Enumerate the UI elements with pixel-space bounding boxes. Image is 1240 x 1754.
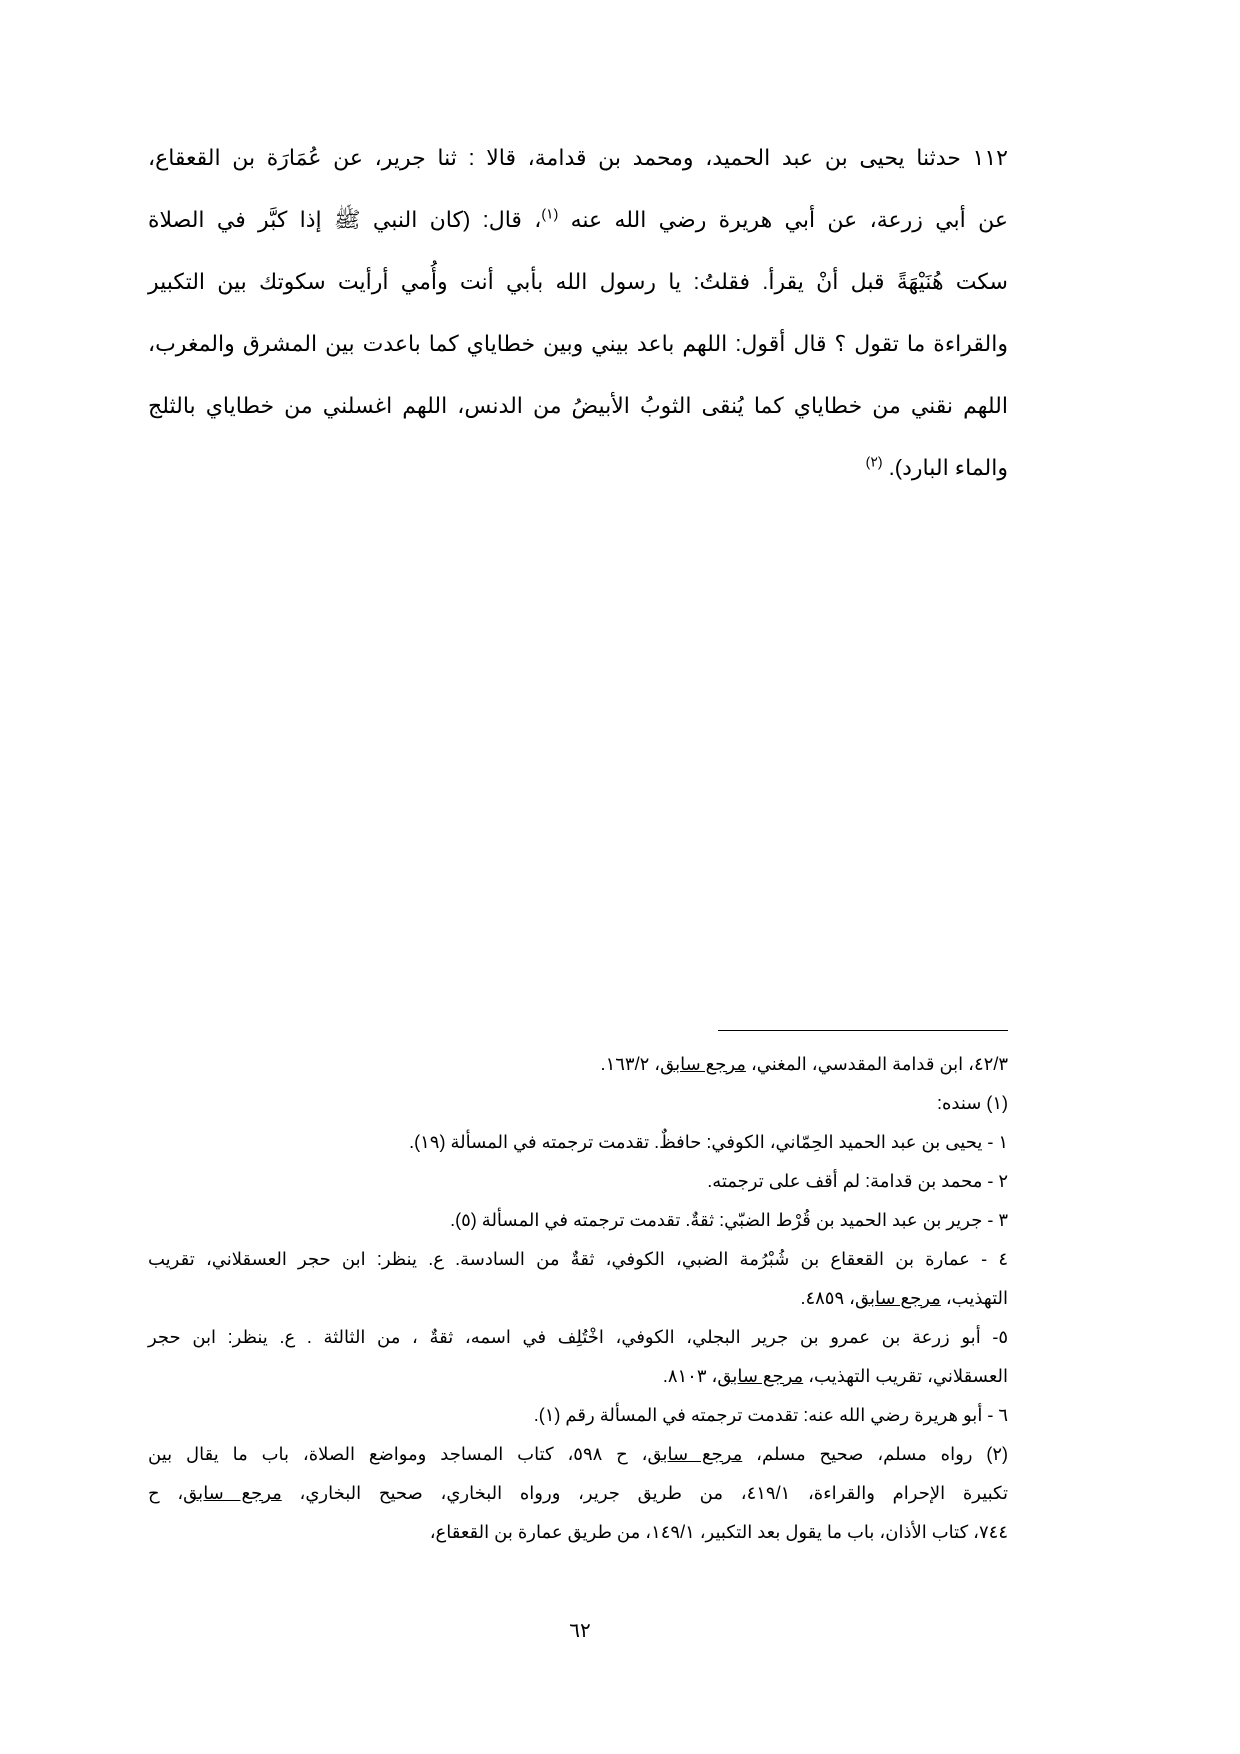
footnote-2-line-2 <box>148 1479 1008 1507</box>
footnote-1-item-3: ٣ - جرير بن عبد الحميد بن قُرْط الضبّي: ثقةٌ. تقدمت ترجمته في المسألة (٥). <box>450 1210 1008 1230</box>
footnote-2-line-3: ٧٤٤، كتاب الأذان، باب ما يقول بعد التكبير، ١٤٩/١، من طريق عمارة بن القعقاع، <box>429 1522 1008 1542</box>
hadith-line-2 <box>148 202 1008 238</box>
reference-link: مرجع سابق <box>717 1366 804 1386</box>
footnote-continuation <box>148 1050 1008 1078</box>
reference-link: مرجع سابق <box>660 1054 746 1074</box>
hadith-line-2-start: عن أبي زرعة، عن أبي هريرة رضي الله عنه <box>558 207 1008 232</box>
footnote-1-item-5-cont <box>148 1362 1008 1390</box>
footnote-text: ، ١٦٣/٢. <box>600 1054 661 1074</box>
footnote-1-item-4: ٤ - عمارة بن القعقاع بن شُبْرُمة الضبي، الكوفي، ثقةٌ من السادسة. ع. ينظر: ابن حجر العسقلاني، تقريب <box>148 1249 1008 1269</box>
hadith-line-6 <box>148 450 1008 486</box>
hadith-line-5: اللهم نقني من خطاياي كما يُنقى الثوبُ الأبيضُ من الدنس، اللهم اغسلني من خطاياي بالثلج <box>148 393 1008 418</box>
hadith-line-2-end: ، قال: (كان النبي ﷺ إذا كبَّر في الصلاة <box>148 207 542 232</box>
footnote-text: التهذيب، <box>940 1288 1008 1308</box>
footnote-ref-1[interactable]: (١) <box>541 205 559 222</box>
footnote-2-line-1 <box>148 1440 1008 1468</box>
footnote-text: ، ٤٨٥٩. <box>800 1288 855 1308</box>
footnote-text: (٢) رواه مسلم، صحيح مسلم، <box>742 1444 1009 1464</box>
reference-link: مرجع سابق <box>854 1288 941 1308</box>
footnote-1-item-4-cont <box>148 1284 1008 1312</box>
footnote-ref-2[interactable]: (٢) <box>865 453 883 470</box>
footnote-1-item-2: ٢ - محمد بن قدامة: لم أقف على ترجمته. <box>707 1171 1008 1191</box>
footnote-text: ، ح ٥٩٨، كتاب المساجد ومواضع الصلاة، باب ما يقال بين <box>148 1444 648 1464</box>
footnote-text: ، ح <box>148 1483 184 1503</box>
footnote-text: تكبيرة الإحرام والقراءة، ٤١٩/١، من طريق جرير، ورواه البخاري، صحيح البخاري، <box>281 1483 1009 1503</box>
footnote-1-item-1: ١ - يحيى بن عبد الحميد الحِمّاني، الكوفي: حافظٌ. تقدمت ترجمته في المسألة (١٩). <box>409 1132 1008 1152</box>
hadith-line-6-text: والماء البارد). <box>882 455 1008 480</box>
footnote-1-item-5: ٥- أبو زرعة بن عمرو بن جرير البجلي، الكوفي، اخْتُلِف في اسمه، ثقةٌ ، من الثالثة . ع. ينظر: ابن حجر <box>148 1327 1008 1347</box>
footnote-text: العسقلاني، تقريب التهذيب، <box>803 1366 1008 1386</box>
footnote-1-heading: (١) سنده: <box>936 1093 1008 1113</box>
hadith-line-4: والقراءة ما تقول ؟ قال أقول: اللهم باعد بيني وبين خطاياي كما باعدت بين المشرق والمغرب، <box>148 331 1008 356</box>
reference-link: مرجع سابق <box>647 1444 743 1464</box>
footnote-separator <box>718 1030 1008 1031</box>
footnotes <box>148 1050 1008 1557</box>
footnote-text: ، ٨١٠٣. <box>662 1366 718 1386</box>
page-number: ٦٢ <box>569 1620 591 1642</box>
hadith-line-1: ١١٢ حدثنا يحيى بن عبد الحميد، ومحمد بن قدامة، قالا : ثنا جرير، عن عُمَارَة بن القعقاع، <box>148 145 1008 170</box>
hadith-line-3: سكت هُنَيْهَةً قبل أنْ يقرأ. فقلتُ: يا رسول الله بأبي أنت وأُمي أرأيت سكوتك بين التكبير <box>148 269 1008 294</box>
hadith-text <box>148 140 1008 512</box>
footnote-1-item-6: ٦ - أبو هريرة رضي الله عنه: تقدمت ترجمته في المسألة رقم (١). <box>533 1405 1008 1425</box>
reference-link: مرجع سابق <box>183 1483 282 1503</box>
footnote-text: ٤٢/٣، ابن قدامة المقدسي، المغني، <box>745 1054 1008 1074</box>
